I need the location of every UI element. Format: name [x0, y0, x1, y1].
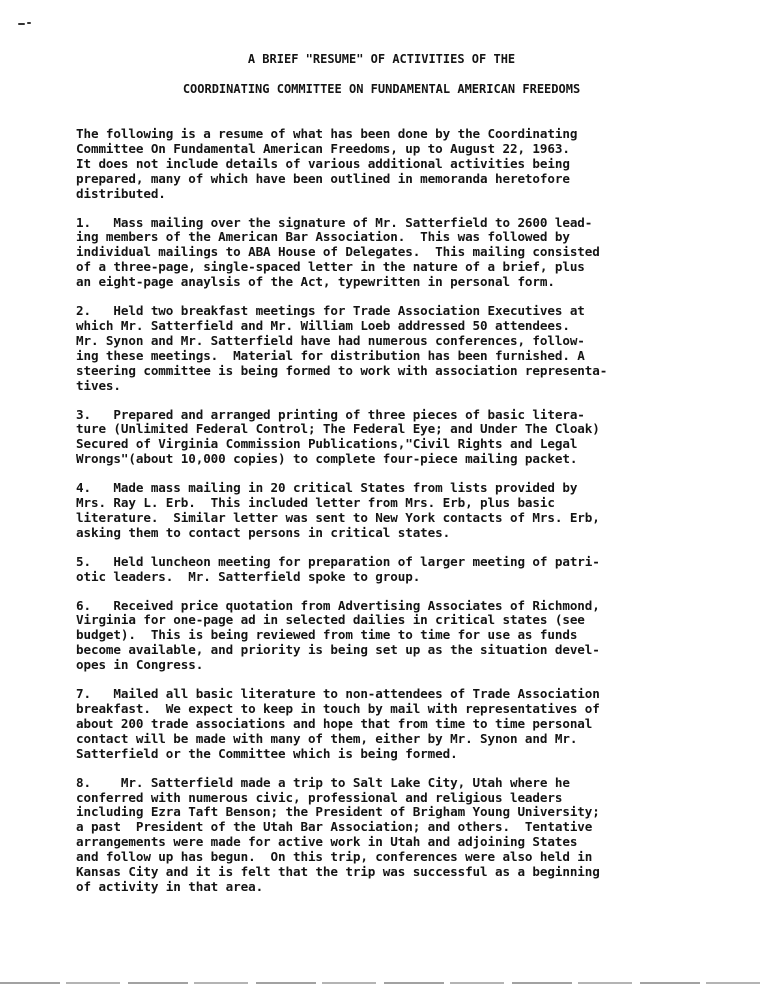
activity-item-6: 6. Received price quotation from Advertising Associates of Richmond, Virginia for one-page ad in selected dailies in critical states (see budget). This is being reviewed from time to time for use as funds become available, and priority is being set up as the situation devel- opes in Congress.: [76, 597, 600, 673]
document-title-line-2: COORDINATING COMMITTEE ON FUNDAMENTAL AMERICAN FREEDOMS: [182, 82, 581, 96]
activity-item-7: 7. Mailed all basic literature to non-attendees of Trade Association breakfast. We expect to keep in touch by mail with representatives of about 200 trade associations and hope that from time to time personal contact will be made with many of them, either by Mr. Synon and Mr. Satterfield or the Committee which is being formed.: [76, 686, 600, 761]
activity-item-8: 8. Mr. Satterfield made a trip to Salt Lake City, Utah where he conferred with numerous civic, professional and religious leaders including Ezra Taft Benson; the President of Brigham Young University; a past President of the Utah Bar Association; and others. Tentative arrangements were made for active work in Utah and adjoining States and follow up has begun. On this trip, conferences were also held in Kansas City and it is felt that the trip was successful as a beginning of activity in that area.: [76, 774, 600, 894]
document-title-line-1: A BRIEF "RESUME" OF ACTIVITIES OF THE: [247, 52, 516, 66]
scan-edge-line: [0, 982, 763, 984]
document-body: [76, 127, 716, 909]
activity-item-5: 5. Held luncheon meeting for preparation of larger meeting of patri- otic leaders. Mr. Satterfield spoke to group.: [76, 553, 600, 584]
activity-item-1: 1. Mass mailing over the signature of Mr. Satterfield to 2600 lead- ing members of the American Bar Association. This was followed by individual mailings to ABA House of Delegates. This mailing consisted of a three-page, single-spaced letter in the nature of a brief, plus an eight-page anaylsis of the Act, typewritten in personal form.: [76, 214, 600, 290]
activity-item-2: 2. Held two breakfast meetings for Trade Association Executives at which Mr. Satterfield and Mr. William Loeb addressed 50 attendees. Mr. Synon and Mr. Satterfield have had numerous conferences, follow- ing these meetings. Material for distribution has been furnished. A steering committee is being formed to work with association representa- tives.: [76, 303, 608, 393]
activity-item-4: 4. Made mass mailing in 20 critical States from lists provided by Mrs. Ray L. Erb. This included letter from Mrs. Erb, plus basic literature. Similar letter was sent to New York contacts of Mrs. Erb, asking them to contact persons in critical states.: [76, 480, 600, 540]
intro-paragraph: The following is a resume of what has been done by the Coordinating Committee On Fundamental American Freedoms, up to August 22, 1963. It does not include details of various additional activities being prepared, many of which have been outlined in memoranda heretofore distributed.: [76, 126, 578, 201]
activity-item-3: 3. Prepared and arranged printing of three pieces of basic litera- ture (Unlimited Federal Control; The Federal Eye; and Under The Cloak) Secured of Virginia Commission Publications,"Civil Rights and Legal Wrongs"(about 10,000 copies) to complete four-piece mailing packet.: [76, 406, 600, 467]
scan-mark: [18, 22, 34, 26]
